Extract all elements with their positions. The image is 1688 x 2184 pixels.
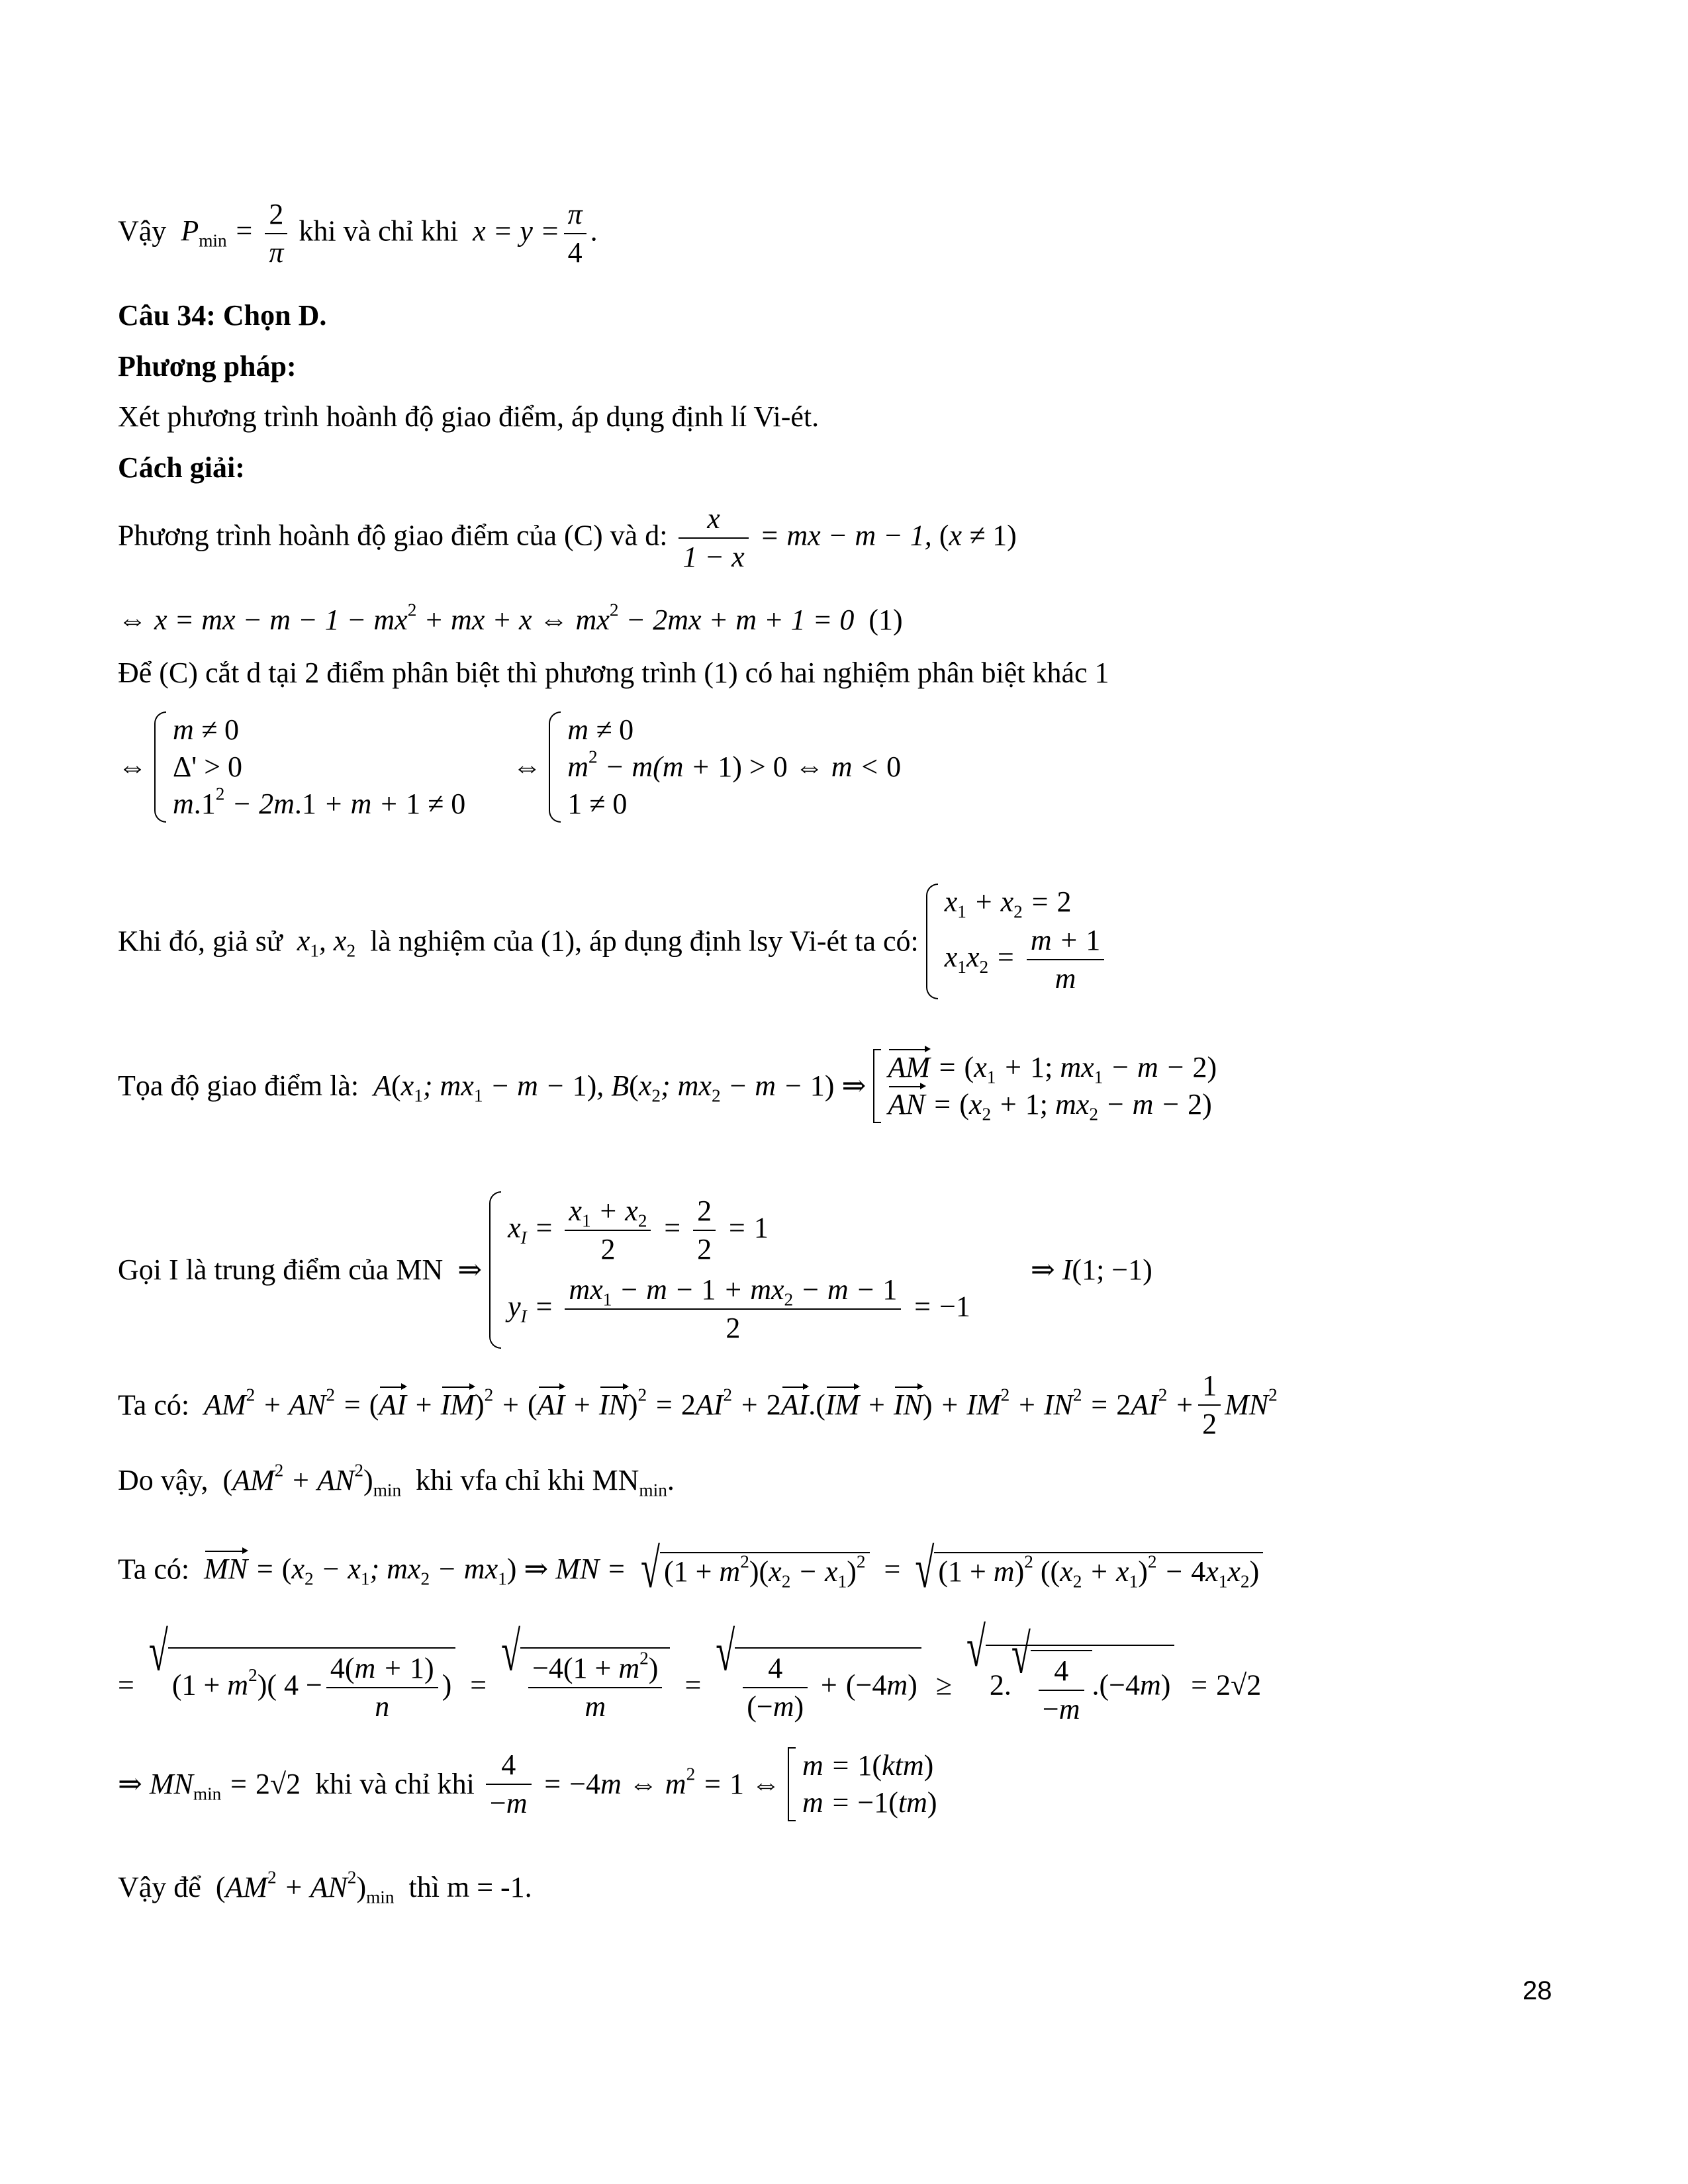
khi-va-chi-khi: khi và chỉ khi	[315, 1768, 475, 1800]
page-number: 28	[1523, 1976, 1552, 2005]
vectors-system: AM = ($x_1 + 1$; $mx_1 - m - 2$) AN = ($x_2 + 1$; $mx_2 - m - 2$)	[873, 1049, 1217, 1123]
sqrt-mn-1: √ $(1 + m^2)(x_2 - x_1)^2$	[641, 1552, 870, 1587]
mn-expression: MN = ($x_2 - x_1$; $mx_2 - mx_1$) ⇒ MN =	[204, 1553, 633, 1589]
midpoint-system: $x_I$ = $\frac{x_1 + x_2}{2}$ = $\frac{2}{2}$ = 1 $y_I$ = $\frac{mx_1 - m - 1 + mx_2 - m - 1}{2}$ = −1	[489, 1191, 970, 1349]
solution-label: Cách giải:	[118, 451, 245, 484]
do-vay-b: khi vfa chỉ khi MN	[416, 1464, 639, 1496]
mn-min-line: ⇒ $MN_{min} = 2√2$ khi và chỉ khi $\frac{4}{-m}$ = −4m ⇔ $m^2 = 1$ ⇔ m = 1(ktm) m = −1(tm)	[118, 1747, 937, 1821]
condition-text: Để (C) cắt d tại 2 điểm phân biệt thì phương trình (1) có hai nghiệm phân biệt khác 1	[118, 657, 1109, 689]
method-text: Xét phương trình hoành độ giao điểm, áp dụng định lí Vi-ét.	[118, 400, 820, 433]
midpoint-line: Gọi I là trung điểm của MN ⇒ $x_I$ = $\frac{x_1 + x_2}{2}$ = $\frac{2}{2}$ = 1 $y_I$ = $\frac{mx_1 - m - 1 + mx_2 - m - 1}{2}$ = −1 ⇒ I(1; −1)	[118, 1191, 1152, 1349]
fraction-4-over-minus-m: $\frac{4}{-m}$	[486, 1749, 532, 1820]
vieta-system: $x_1 + x_2 = 2$ $x_1x_2$ = $\frac{m + 1}{m}$	[926, 884, 1109, 999]
mn-min-expression: ⇒ $MN_{min} = 2√2$	[118, 1768, 301, 1804]
min-sum-expression: $(AM^2 + AN^2)_{min}$	[222, 1460, 402, 1500]
final-a: Vậy để	[118, 1871, 201, 1903]
equation-1-line: ⇔ x = mx − $m - 1 - mx^2$ + mx + x ⇔ $mx^2 - 2mx + m + 1 = 0$ (1)	[118, 600, 903, 636]
midpoint-text: Gọi I là trung điểm của MN	[118, 1253, 444, 1286]
sqrt-chain-4: √ 2. √ $\frac{4}{-m}$ .(−4m)	[966, 1645, 1174, 1726]
do-vay-sub: min	[639, 1480, 667, 1500]
final-min-expression: $(AM^2 + AN^2)_{min}$	[215, 1867, 395, 1907]
intersect-eq-rhs: = mx − m − 1, (x ≠ 1)	[759, 519, 1017, 552]
coordinates-line	[118, 1049, 1217, 1123]
ta-co-2: Ta có:	[118, 1553, 190, 1586]
final-b: thì m = -1.	[408, 1871, 532, 1903]
sqrt-chain-2: √ $\frac{-4(1 + m^2)}{m}$	[501, 1647, 670, 1723]
coords-text: Tọa độ giao điểm là:	[118, 1069, 359, 1102]
condition-system-2: m ≠ 0 $m^2 - m(m + 1) > 0$ ⇔ m < 0 1 ≠ 0	[549, 711, 901, 823]
roots-x1-x2: $x_1$, $x_2$	[289, 925, 356, 961]
vieta-text-a: Khi đó, giả sử	[118, 925, 283, 958]
p-min-expression: $P_{min}$ =	[173, 214, 254, 251]
conclusion-mid: khi và chỉ khi	[299, 214, 459, 248]
condition-system-1: m ≠ 0 Δ' > 0 $m.1^2 - 2m.1 + m + 1 \ne 0$	[154, 711, 465, 823]
intersect-eq-text: Phương trình hoành độ giao điểm của (C) và d:	[118, 519, 668, 552]
sqrt-chain-1: √ $(1 + m^2)$( 4 − $\frac{4(m + 1)}{n}$ )	[149, 1647, 455, 1723]
mn-vector-line: Ta có: MN = ($x_2 - x_1$; $mx_2 - mx_1$) ⇒ MN = √ $(1 + m^2)(x_2 - x_1)^2$ = √ $(1 + m)^2$ $((x_2 + x_1)^2 - 4x_1x_2)$	[118, 1552, 1263, 1587]
question-heading: Câu 34: Chọn D.	[118, 299, 327, 332]
vieta-line	[118, 884, 1108, 999]
equiv-symbol: ⇔	[118, 751, 147, 783]
mn-chain-line: = √ $(1 + m^2)$( 4 − $\frac{4(m + 1)}{n}$ ) = √ $\frac{-4(1 + m^2)}{m}$ = √ $\frac{4}{(-m)}$ + (−4m) ≥ √ 2. √ $\frac{4}{-m}$ .(−4m) = 2√2	[118, 1617, 1262, 1726]
vieta-text-b: là nghiệm của (1), áp dụng định lsy Vi-ét ta có:	[370, 925, 919, 958]
sum-squares-expression: $AM^2 + AN^2 = (AI + IM)^2 + (AI + IN)^2 = 2AI^2 + 2AI.(IM + IN) + IM^2 + IN^2 = 2AI^2$ +	[197, 1385, 1195, 1422]
points-a-b: $A(x_1$; $mx_1 - m - 1$), $B(x_2$; $mx_2 - m - 1$) ⇒	[366, 1069, 867, 1106]
fraction-pi-over-4: $\frac{\pi}{4}$	[564, 199, 586, 269]
sqrt-chain-3: √ $\frac{4}{(-m)}$ + (−4m)	[716, 1647, 921, 1723]
ta-co-1: Ta có:	[118, 1388, 190, 1422]
do-vay-a: Do vậy,	[118, 1464, 209, 1496]
do-vay-line: Do vậy, $(AM^2 + AN^2)_{min}$ khi vfa chỉ khi $MN_{min}$.	[118, 1460, 675, 1500]
sum-squares-line: Ta có: $AM^2 + AN^2 = (AI + IM)^2 + (AI + IN)^2 = 2AI^2 + 2AI.(IM + IN) + IM^2 + IN^2 = 2AI^2$ + $\frac{1}{2}$ $MN^2$	[118, 1369, 1278, 1441]
final-conclusion-line	[118, 1867, 532, 1907]
m-solutions-bracket: m = 1(ktm) m = −1(tm)	[788, 1747, 937, 1821]
conclusion-lead: Vậy	[118, 214, 167, 248]
fraction-x-over-1-minus-x: $\frac{x}{1 - x}$	[679, 503, 748, 574]
x-equals-y-expression: x = y =	[465, 214, 560, 248]
point-i: ⇒ I(1; −1)	[1030, 1253, 1152, 1286]
sqrt-mn-2: √ $(1 + m)^2$ $((x_2 + x_1)^2 - 4x_1x_2)$	[915, 1552, 1263, 1587]
intersect-equation-line	[118, 503, 1017, 574]
fraction-2-over-pi: $\frac{2}{\pi}$	[265, 199, 287, 269]
method-label: Phương pháp:	[118, 350, 297, 383]
condition-system-line: ⇔ m ≠ 0 Δ' > 0 $m.1^2 - 2m.1 + m + 1 \ne 0$ ⇔ m ≠ 0 $m^2 - m(m + 1) > 0$ ⇔ m < 0 1 ≠ 0	[118, 711, 901, 823]
previous-conclusion-line: Vậy $P_{min}$ = $\frac{2}{\pi}$ khi và chỉ khi x = y = $\frac{\pi}{4}$ .	[118, 198, 598, 269]
